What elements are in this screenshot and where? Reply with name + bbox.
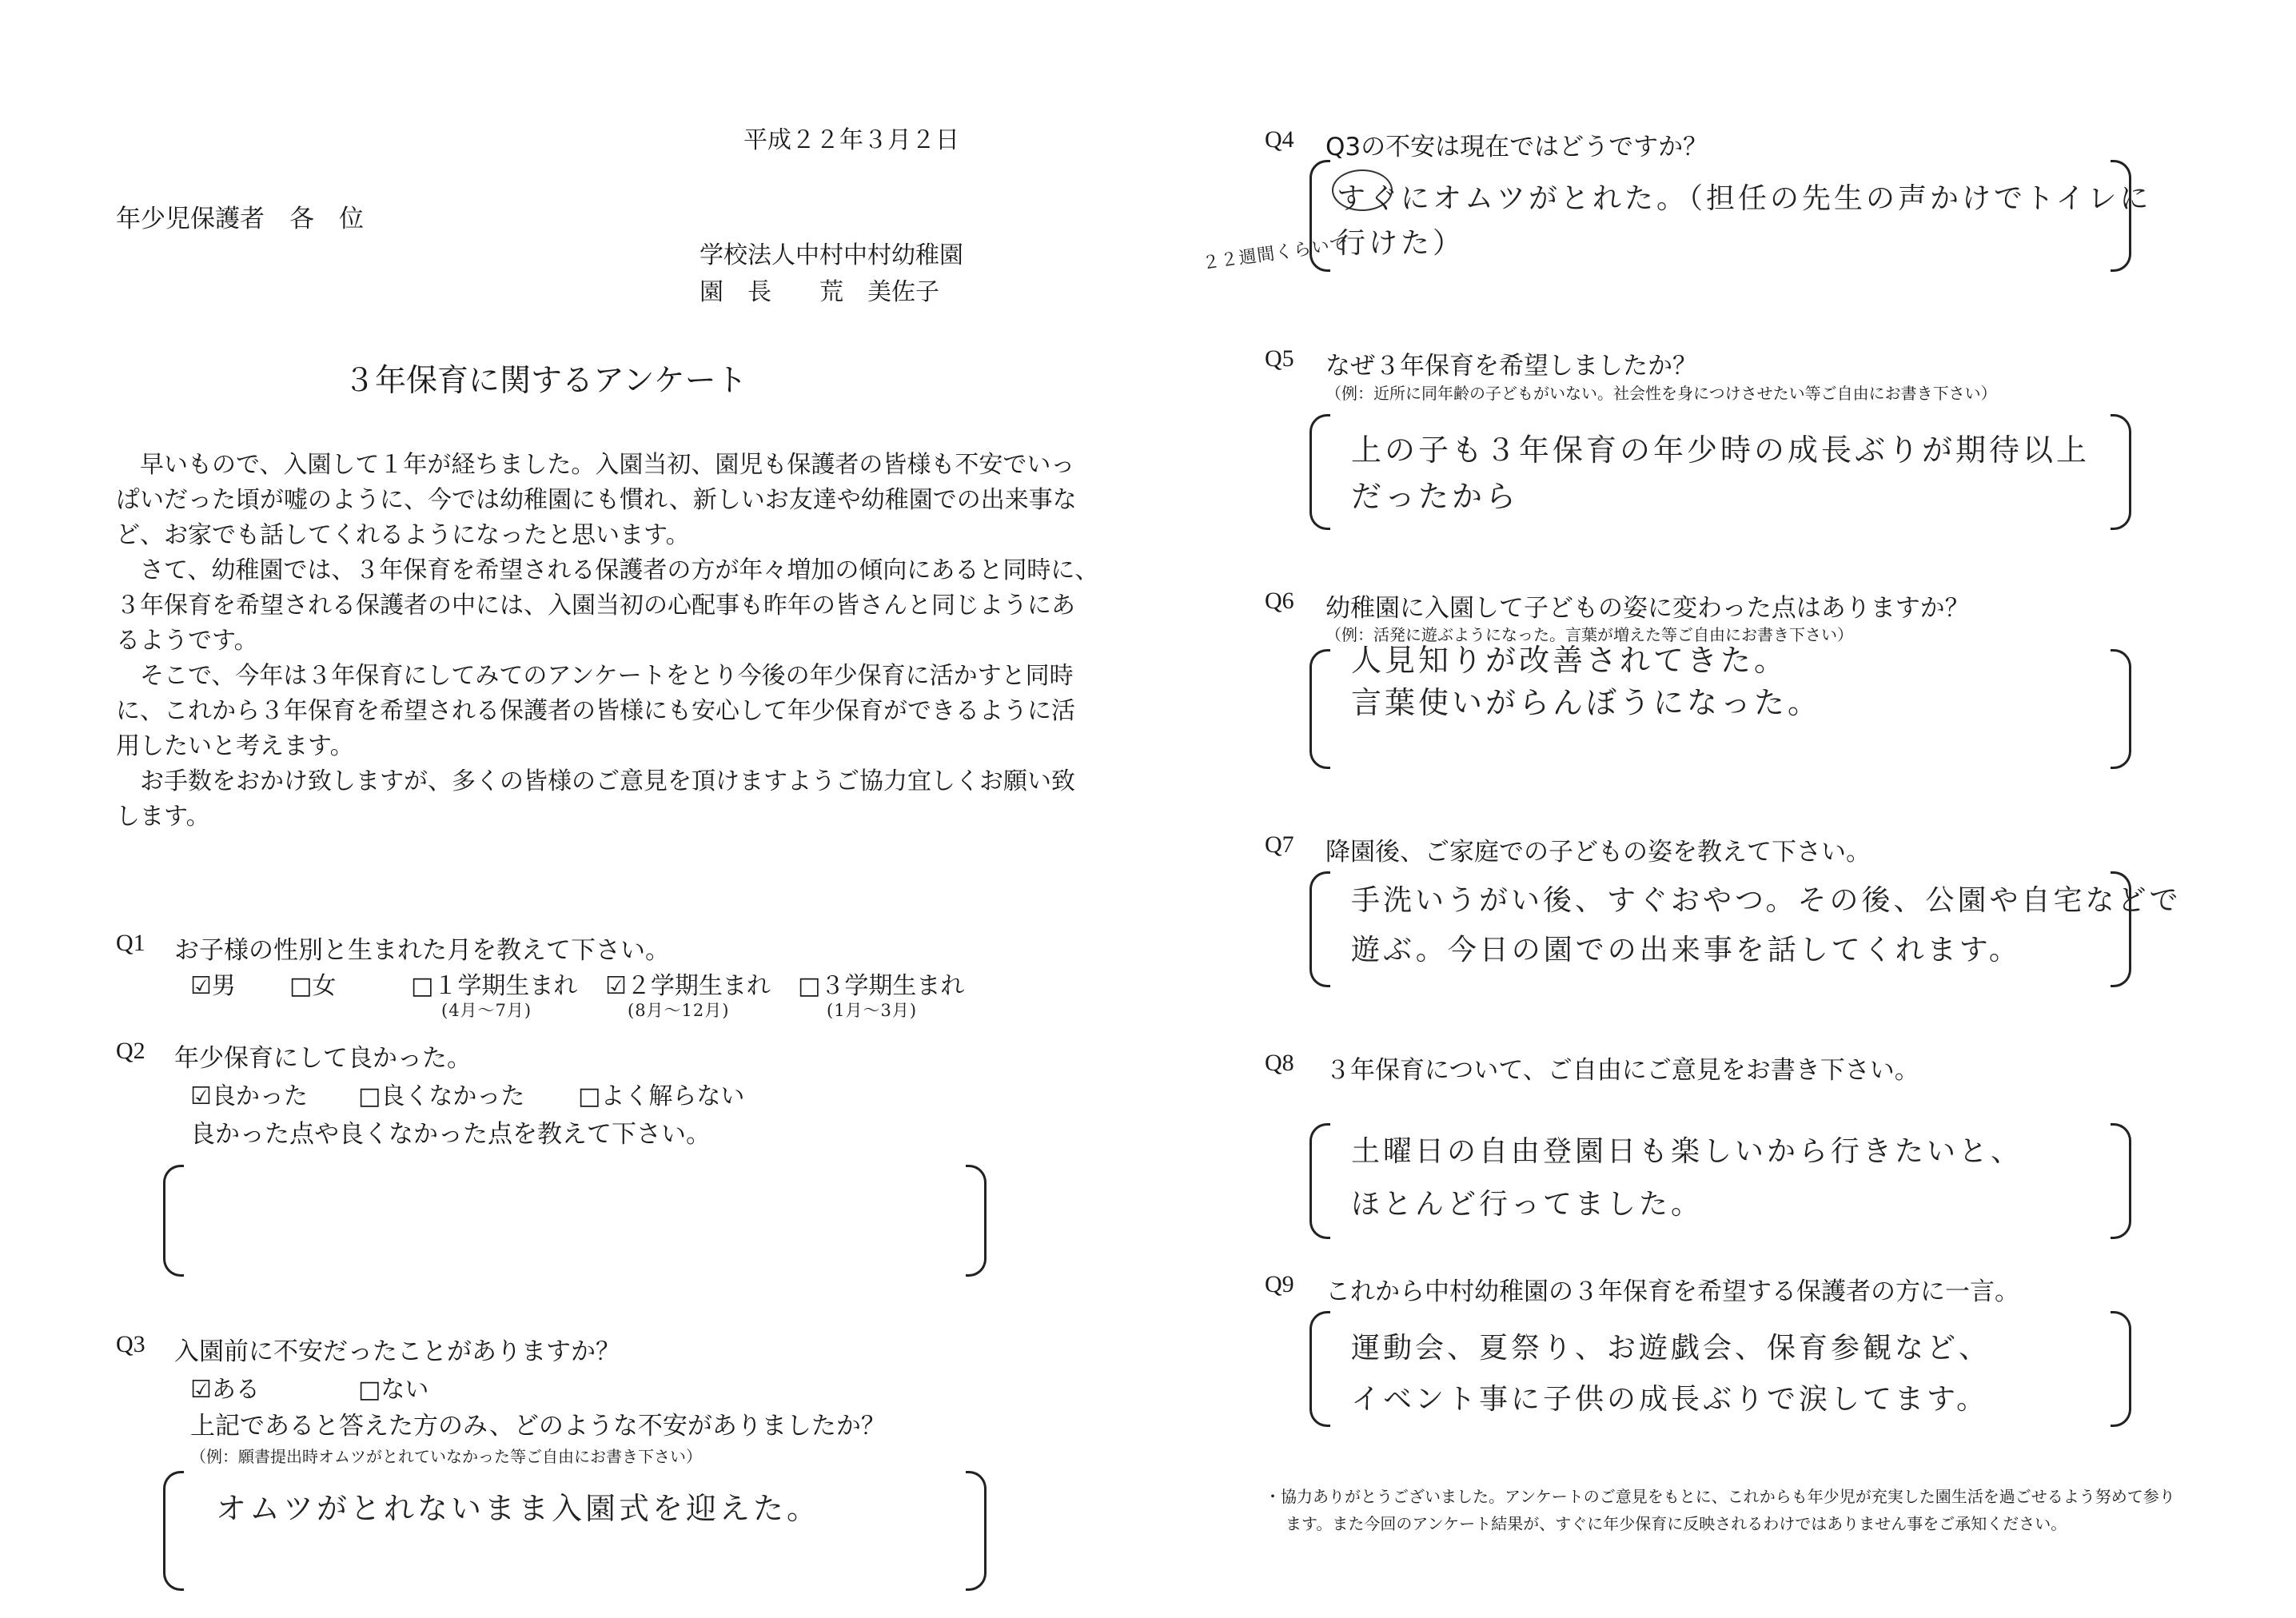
answer-bracket-left bbox=[1309, 1311, 1330, 1427]
checkbox-unsure[interactable]: □よく解らない bbox=[578, 1082, 745, 1110]
intro-line: 用したいと考えます。 bbox=[116, 732, 354, 760]
answer-bracket-right bbox=[2111, 1123, 2131, 1239]
question-text: 幼稚園に入園して子どもの姿に変わった点はありますか？ bbox=[1325, 594, 1970, 623]
answer-bracket-left bbox=[1309, 160, 1330, 272]
intro-line: ど、お家でも話してくれるようになったと思います。 bbox=[116, 521, 690, 549]
answer-bracket-right bbox=[966, 1165, 987, 1277]
checkbox-no[interactable]: □ない bbox=[358, 1376, 429, 1404]
term-2-months: (8月〜12月) bbox=[628, 1001, 730, 1020]
question-text: なぜ３年保育を希望しましたか？ bbox=[1325, 352, 1697, 381]
checkbox-good[interactable]: ☑良かった bbox=[190, 1082, 308, 1110]
question-text: 入園前に不安だったことがありますか？ bbox=[174, 1337, 620, 1366]
intro-line: るようです。 bbox=[116, 627, 258, 655]
handwritten-note: ２２週間くらいで bbox=[1201, 233, 1350, 274]
intro-paragraph bbox=[116, 448, 1098, 835]
answer-bracket-right bbox=[2111, 649, 2131, 769]
handwritten-answer: 言葉使いがらんぼうになった。 bbox=[1351, 685, 1822, 720]
handwritten-answer: イベント事に子供の成長ぶりで涙してます。 bbox=[1351, 1383, 1989, 1416]
answer-bracket-left bbox=[1309, 414, 1330, 530]
addressee: 年少児保護者 各 位 bbox=[116, 205, 364, 233]
answer-bracket-left bbox=[1309, 649, 1330, 769]
handwritten-answer: 遊ぶ。今日の園での出来事を話してくれます。 bbox=[1351, 934, 2021, 966]
answer-area-q2[interactable] bbox=[192, 1169, 959, 1273]
checkbox-yes[interactable]: ☑ある bbox=[190, 1376, 260, 1404]
term-3-months: (1月〜3月) bbox=[827, 1001, 918, 1020]
checkbox-male[interactable]: ☑男 bbox=[190, 972, 236, 1000]
question-text: 降園後、ご家庭での子どもの姿を教えて下さい。 bbox=[1325, 838, 1871, 867]
handwritten-answer: ほとんど行ってました。 bbox=[1351, 1188, 1704, 1221]
question-text: これから中村幼稚園の３年保育を希望する保護者の方に一言。 bbox=[1325, 1277, 2019, 1306]
question-number: Q8 bbox=[1265, 1050, 1294, 1076]
footer-line: ます。また今回のアンケート結果が、すぐに年少保育に反映されるわけではありません事をご承知ください。 bbox=[1286, 1514, 2067, 1533]
answer-bracket-left bbox=[1309, 1123, 1330, 1239]
question-text: ３年保育について、ご自由にご意見をお書き下さい。 bbox=[1325, 1056, 1919, 1085]
handwritten-answer: 行けた） bbox=[1337, 227, 1465, 260]
handwritten-answer: 運動会、夏祭り、お遊戯会、保育参観など、 bbox=[1351, 1332, 1991, 1365]
checkbox-term-2[interactable]: ☑２学期生まれ bbox=[605, 972, 771, 1000]
intro-line: ぱいだった頃が嘘のように、今では幼稚園にも慣れ、新しいお友達や幼稚園での出来事な bbox=[116, 486, 1077, 514]
question-number: Q3 bbox=[116, 1331, 145, 1357]
answer-bracket-right bbox=[2111, 1311, 2131, 1427]
question-example: （例：近所に同年齢の子どもがいない。社会性を身につけさせたい等ご自由にお書き下さい） bbox=[1325, 384, 1997, 403]
question-text: お子様の性別と生まれた月を教えて下さい。 bbox=[174, 936, 670, 965]
handwritten-answer: 上の子も３年保育の年少時の成長ぶりが期待以上 bbox=[1351, 432, 2091, 468]
footer-line: ・協力ありがとうございました。アンケートのご意見をもとに、これからも年少児が充実した園生活を過ごせるよう努めて参り bbox=[1265, 1487, 2175, 1506]
question-number: Q1 bbox=[116, 930, 145, 956]
checkbox-term-1[interactable]: □１学期生まれ bbox=[411, 972, 578, 1000]
answer-bracket-left bbox=[1309, 871, 1330, 987]
checkbox-female[interactable]: □女 bbox=[289, 972, 337, 1000]
answer-bracket-right bbox=[966, 1471, 987, 1591]
intro-line: 早いもので、入園して１年が経ちました。入園当初、園児も保護者の皆様も不安でいっ bbox=[116, 451, 1075, 479]
handwritten-answer: オムツがとれないまま入園式を迎えた。 bbox=[216, 1491, 821, 1526]
intro-line: お手数をおかけ致しますが、多くの皆様のご意見を頂けますようご協力宜しくお願い致 bbox=[116, 767, 1075, 795]
school-name: 学校法人中村中村幼稚園 bbox=[700, 241, 963, 269]
handwritten-answer: 土曜日の自由登園日も楽しいから行きたいと、 bbox=[1351, 1135, 2023, 1168]
principal-name: 園 長 荒 美佐子 bbox=[700, 278, 939, 306]
checkbox-term-3[interactable]: □３学期生まれ bbox=[798, 972, 965, 1000]
handwritten-answer: だったから bbox=[1351, 479, 1520, 514]
question-followup: 良かった点や良くなかった点を教えて下さい。 bbox=[190, 1120, 711, 1149]
intro-line: します。 bbox=[116, 803, 210, 831]
term-1-months: (4月〜7月) bbox=[441, 1001, 532, 1020]
checkbox-not-good[interactable]: □良くなかった bbox=[358, 1082, 525, 1110]
question-text: Q3の不安は現在ではどうですか？ bbox=[1325, 133, 1708, 161]
question-number: Q5 bbox=[1265, 345, 1294, 372]
document-date: 平成２２年３月２日 bbox=[743, 126, 959, 154]
question-number: Q9 bbox=[1265, 1271, 1294, 1297]
question-number: Q2 bbox=[116, 1038, 145, 1064]
question-text: 年少保育にして良かった。 bbox=[174, 1044, 472, 1073]
intro-line: ３年保育を希望される保護者の中には、入園当初の心配事も昨年の皆さんと同じようにあ bbox=[116, 592, 1075, 620]
answer-bracket-left bbox=[163, 1471, 184, 1591]
question-number: Q7 bbox=[1265, 831, 1294, 858]
answer-bracket-left bbox=[163, 1165, 184, 1277]
question-number: Q6 bbox=[1265, 588, 1294, 614]
footer-note bbox=[1265, 1483, 2175, 1537]
answer-bracket-right bbox=[2111, 414, 2131, 530]
handwritten-answer: 人見知りが改善されてきた。 bbox=[1351, 643, 1788, 678]
intro-line: さて、幼稚園では、３年保育を希望される保護者の方が年々増加の傾向にあると同時に、 bbox=[116, 556, 1099, 584]
question-example: （例：活発に遊ぶようになった。言葉が増えた等ご自由にお書き下さい） bbox=[1325, 625, 1853, 644]
page-title: ３年保育に関するアンケート bbox=[344, 363, 747, 399]
question-followup: 上記であると答えた方のみ、どのような不安がありましたか？ bbox=[190, 1412, 886, 1441]
intro-line: そこで、今年は３年保育にしてみてのアンケートをとり今後の年少保育に活かすと同時 bbox=[116, 662, 1074, 690]
handwritten-answer: 手洗いうがい後、すぐおやつ。その後、公園や自宅などで bbox=[1351, 884, 2182, 917]
question-example: （例：願書提出時オムツがとれていなかった等ご自由にお書き下さい） bbox=[190, 1447, 702, 1466]
handwritten-answer: すぐにオムツがとれた。（担任の先生の声かけでトイレに bbox=[1337, 182, 2152, 215]
question-number: Q4 bbox=[1265, 126, 1294, 153]
intro-line: に、これから３年保育を希望される保護者の皆様にも安心して年少保育ができるように活 bbox=[116, 697, 1075, 725]
